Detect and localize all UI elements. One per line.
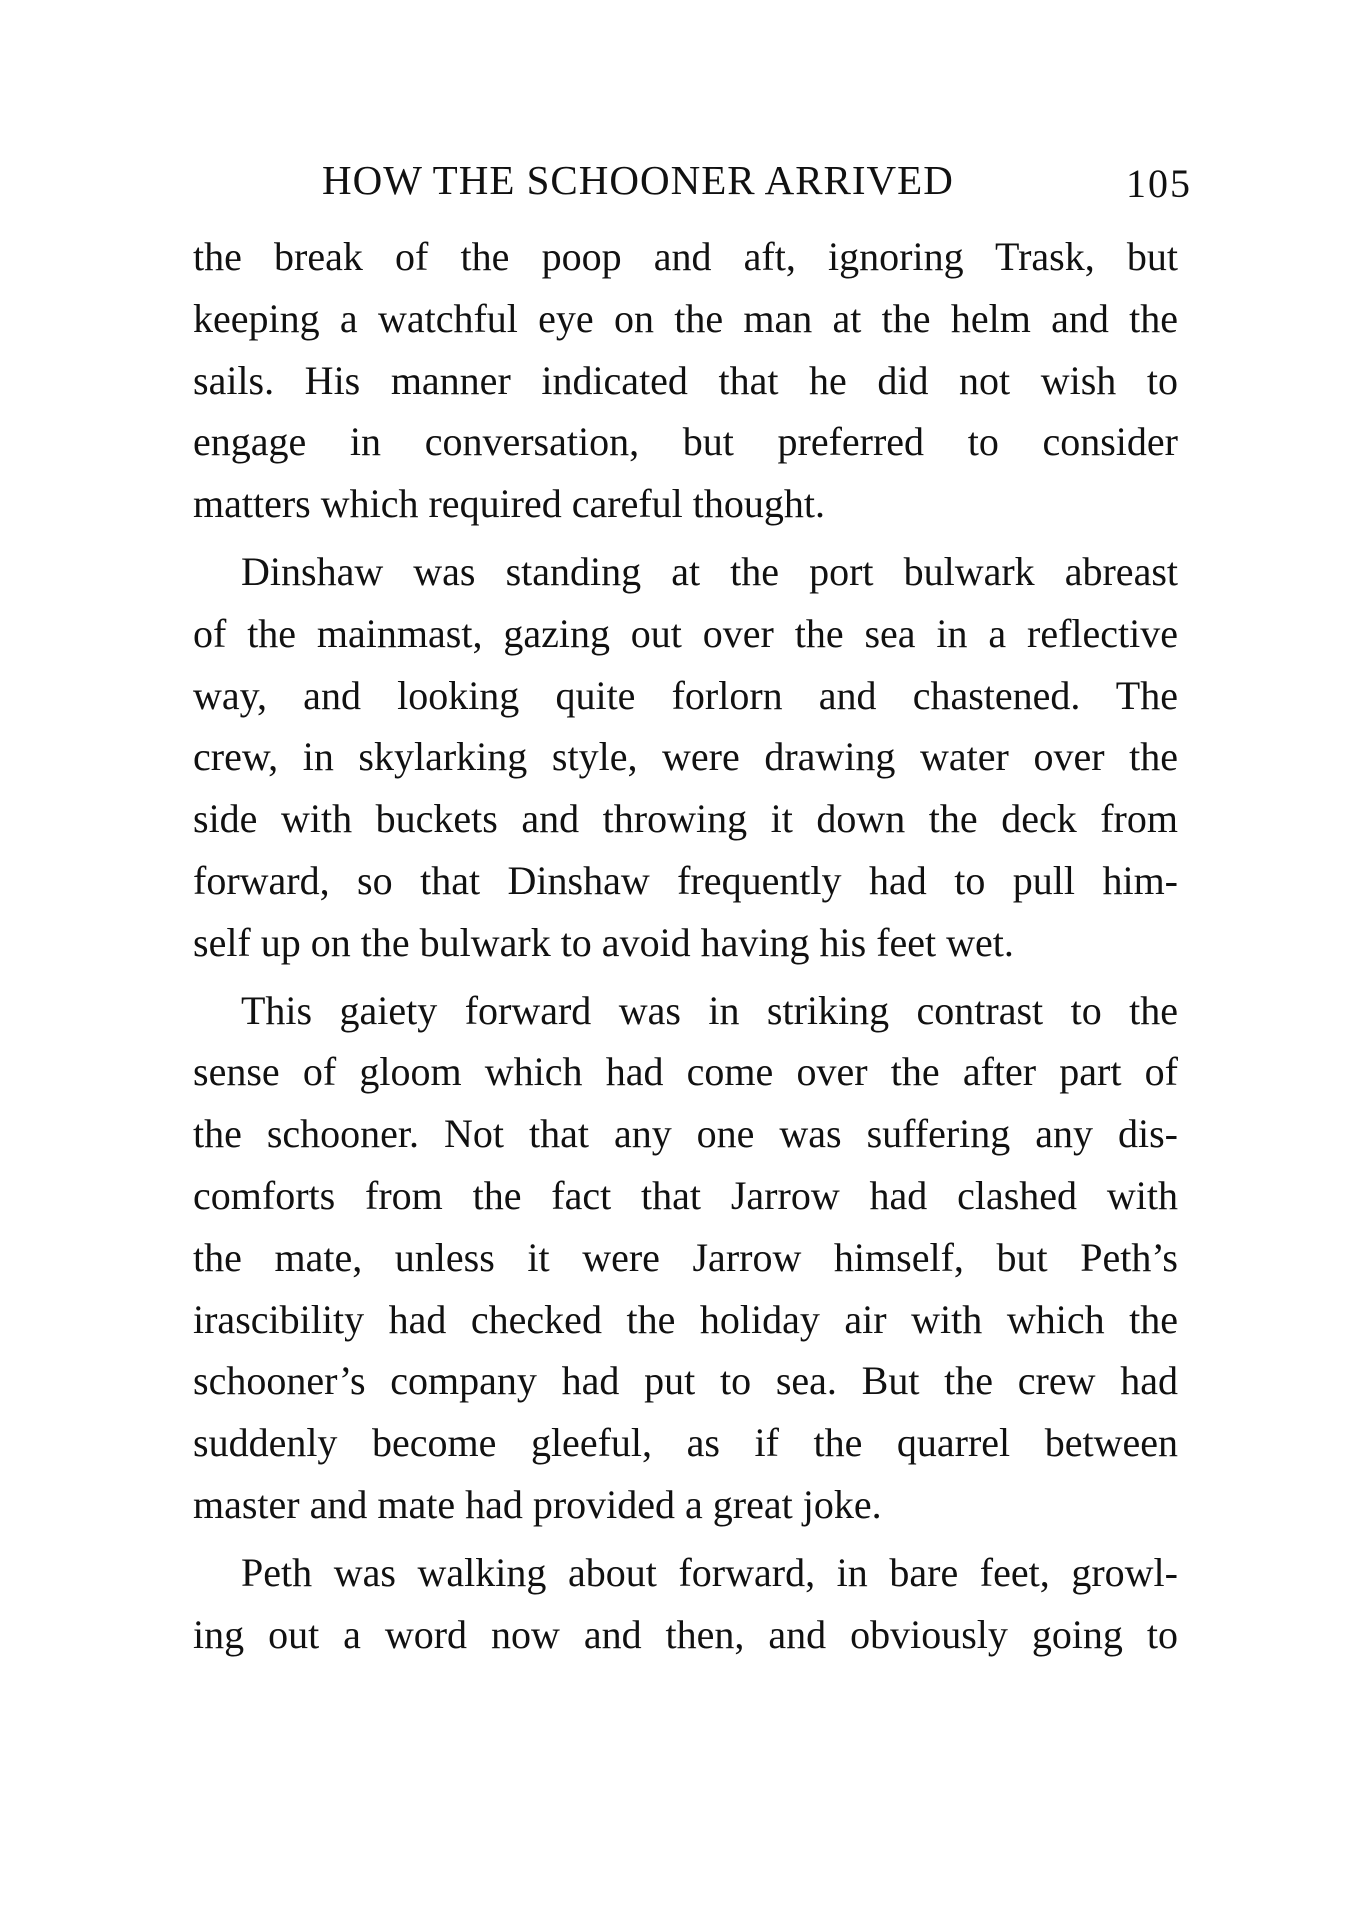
text-line: schooner’s company had put to sea. But the crew had bbox=[193, 1358, 1178, 1404]
text-line: This gaiety forward was in striking contrast to the bbox=[241, 987, 1178, 1033]
text-line: crew, in skylarking style, were drawing water over the bbox=[193, 734, 1178, 780]
body-text bbox=[193, 226, 1178, 1665]
text-line: master and mate had provided a great joke. bbox=[193, 1481, 882, 1527]
text-line: matters which required careful thought. bbox=[193, 481, 825, 527]
text-line: sense of gloom which had come over the after part of bbox=[193, 1049, 1178, 1095]
text-line: Dinshaw was standing at the port bulwark abreast bbox=[241, 548, 1178, 594]
page-number: 105 bbox=[1126, 161, 1192, 206]
text-line: Peth was walking about forward, in bare feet, growl- bbox=[241, 1549, 1178, 1595]
text-line: irascibility had checked the holiday air with which the bbox=[193, 1296, 1178, 1342]
text-line: the mate, unless it were Jarrow himself, but Peth’s bbox=[193, 1234, 1178, 1280]
text-line: forward, so that Dinshaw frequently had to pull him- bbox=[193, 857, 1178, 903]
text-line: keeping a watchful eye on the man at the helm and the bbox=[193, 295, 1178, 341]
text-line: the schooner. Not that any one was suffering any dis- bbox=[193, 1111, 1178, 1157]
paragraph-4 bbox=[193, 1542, 1178, 1666]
paragraph-1 bbox=[193, 226, 1178, 535]
text-line: side with buckets and throwing it down the deck from bbox=[193, 796, 1178, 842]
paragraph-2 bbox=[193, 541, 1178, 974]
text-line: ing out a word now and then, and obviously going to bbox=[193, 1611, 1178, 1657]
text-line: engage in conversation, but preferred to consider bbox=[193, 419, 1178, 465]
text-line: of the mainmast, gazing out over the sea in a reflective bbox=[193, 610, 1178, 656]
text-line: self up on the bulwark to avoid having his feet wet. bbox=[193, 919, 1014, 965]
text-line: the break of the poop and aft, ignoring Trask, but bbox=[193, 234, 1178, 279]
text-line: comforts from the fact that Jarrow had clashed with bbox=[193, 1172, 1178, 1218]
paragraph-3 bbox=[193, 980, 1178, 1536]
text-line: way, and looking quite forlorn and chastened. The bbox=[193, 672, 1178, 718]
text-line: suddenly become gleeful, as if the quarrel between bbox=[193, 1420, 1178, 1466]
running-head bbox=[322, 150, 1192, 210]
running-title: HOW THE SCHOONER ARRIVED bbox=[322, 157, 954, 203]
text-line: sails. His manner indicated that he did not wish to bbox=[193, 357, 1178, 403]
